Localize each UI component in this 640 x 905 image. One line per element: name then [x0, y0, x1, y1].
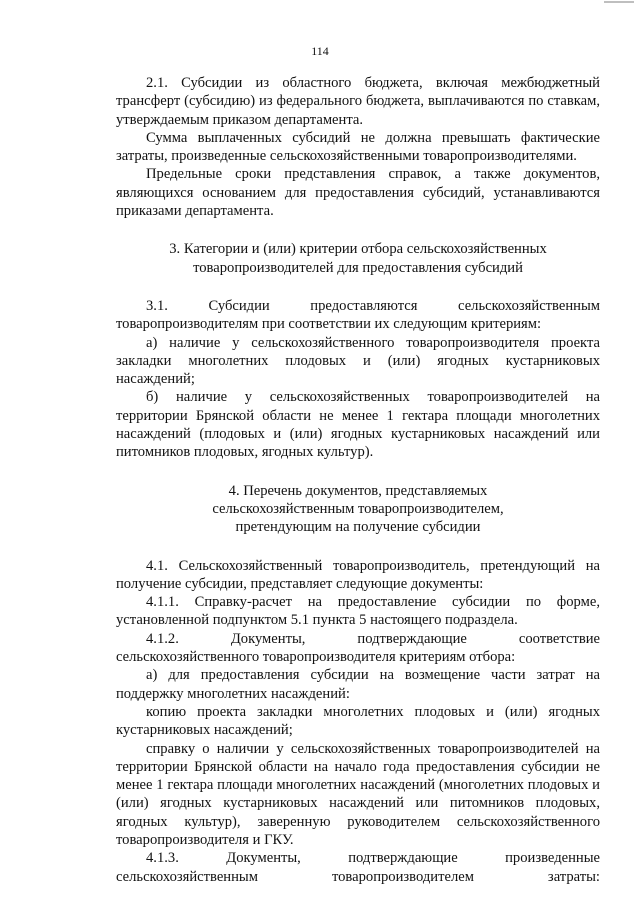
section-3-heading-line-2: товаропроизводителей для предоставления субсидий: [193, 259, 523, 276]
paragraph-4-1-2-copy: копию проекта закладки многолетних плодовых и (или) ягодных кустарниковых насаждений;: [116, 703, 600, 739]
paragraph-deadlines: Предельные сроки представления справок, а также документов, являющихся основанием для предоставления субсидий, устанавливаются приказами департамента.: [116, 166, 600, 220]
paragraph-4-1-3: 4.1.3. Документы, подтверждающие произведенные сельскохозяйственным товаропроизводителем затраты:: [116, 850, 600, 885]
section-4-heading-line-2: сельскохозяйственным товаропроизводителем,: [212, 500, 504, 517]
paragraph-subsidy-sum: Сумма выплаченных субсидий не должна превышать фактические затраты, произведенные сельскохозяйственными товаропроизводителями.: [116, 129, 600, 165]
paragraph-4-1: 4.1. Сельскохозяйственный товаропроизводитель, претендующий на получение субсидии, представляет следующие документы:: [116, 557, 600, 592]
section-4-heading-line-1: 4. Перечень документов, представляемых: [228, 482, 488, 499]
paragraph-2-1: 2.1. Субсидии из областного бюджета, включая межбюджетный трансферт (субсидию) из федерального бюджета, выплачиваются по ставкам, утверждаемым приказом департамента.: [116, 75, 600, 128]
section-3-heading: [116, 240, 600, 277]
section-4-heading: [116, 482, 600, 537]
paragraph-3-1-a: а) наличие у сельскохозяйственного товаропроизводителя проекта закладки многолетних плодовых и (или) ягодных кустарниковых насаждений;: [116, 334, 600, 388]
page-number: 114: [311, 44, 329, 58]
paragraph-3-1-b: б) наличие у сельскохозяйственных товаропроизводителей на территории Брянской области не менее 1 гектара площади многолетних насаждений (плодовых и (или) ягодных кустарниковых насаждений или питомников плодовых, ягодных культур).: [116, 389, 600, 461]
paragraph-4-1-2: 4.1.2. Документы, подтверждающие соответствие сельскохозяйственного товаропроизводителя критериям отбора:: [116, 630, 600, 666]
paragraph-4-1-1: 4.1.1. Справку-расчет на предоставление субсидии по форме, установленной подпунктом 5.1 пункта 5 настоящего подраздела.: [116, 594, 600, 629]
section-3-heading-line-1: 3. Категории и (или) критерии отбора сельскохозяйственных: [169, 241, 547, 258]
document-body: [116, 74, 600, 886]
section-4-heading-line-3: претендующим на получение субсидии: [235, 519, 481, 536]
paragraph-3-1: 3.1. Субсидии предоставляются сельскохозяйственным товаропроизводителям при соответствии их следующим критериям:: [116, 297, 600, 333]
scan-edge-mark: [604, 1, 634, 3]
paragraph-4-1-2-certificate: справку о наличии у сельскохозяйственных товаропроизводителей на территории Брянской области на начало года предоставления субсидии не менее 1 гектара площади многолетних насаждений (многолетних плодовых и (или) ягодных кустарниковых насаждений или питомников плодовых, ягодных культур), заверенную руководителем сельскохозяйственного товаропроизводителя и ГКУ.: [116, 740, 600, 848]
paragraph-4-1-2-a: а) для предоставления субсидии на возмещение части затрат на поддержку многолетних насаждений:: [116, 667, 600, 702]
